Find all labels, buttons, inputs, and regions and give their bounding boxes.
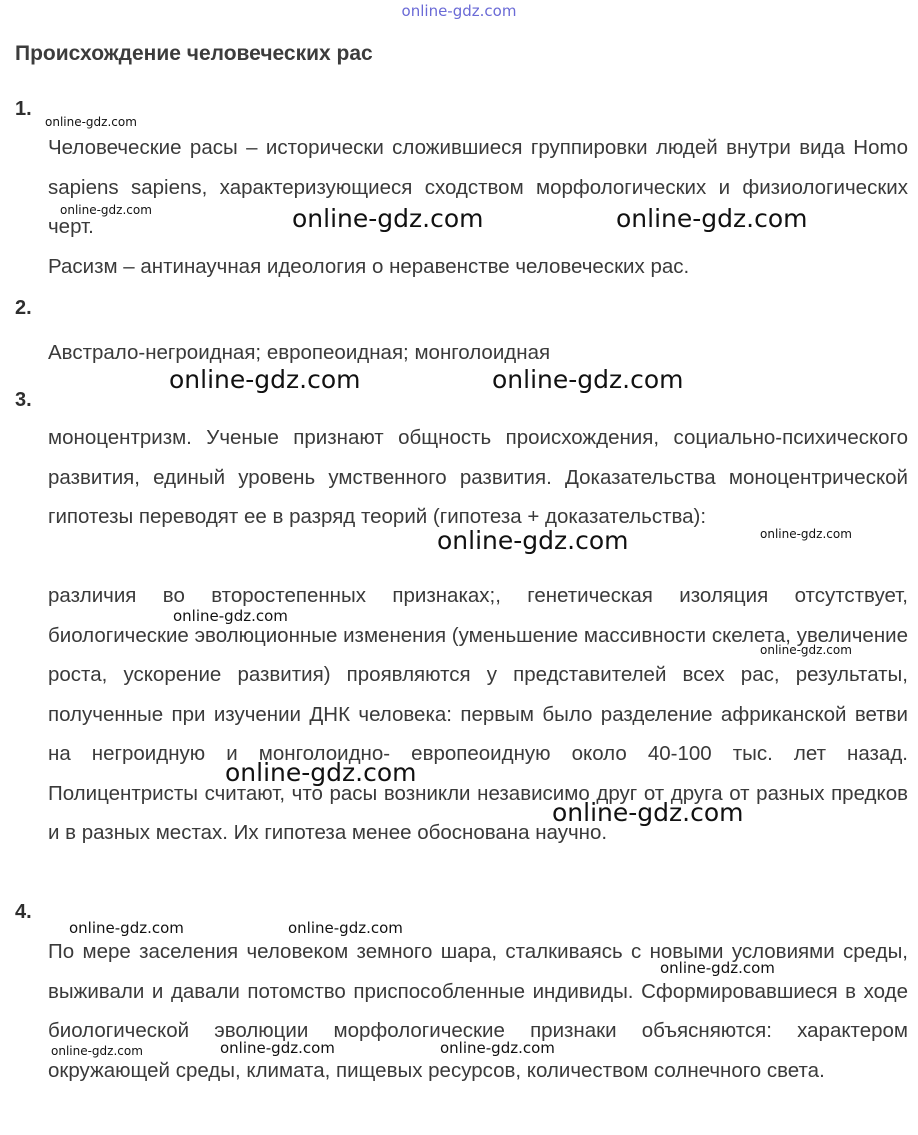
watermark: online-gdz.com bbox=[69, 919, 184, 937]
watermark: online-gdz.com bbox=[60, 203, 152, 217]
section-4-paragraph-1: По мере заселения человеком земного шара, сталкиваясь с новыми условиями среды, выживали и давали потомство приспособленные индивиды. Сформировавшиеся в ходе биологической эволюции морфологические признаки объясняются: характером окружающей среды, климата, пищевых ресурсов, количеством солнечного света. bbox=[48, 940, 908, 1082]
watermark: online-gdz.com bbox=[225, 758, 417, 787]
section-number-4: 4. bbox=[15, 901, 32, 923]
section-1-paragraph-1: Человеческие расы – исторически сложившиеся группировки людей внутри вида Homo sapiens sapiens, характеризующиеся сходством морфологических и физиологических черт. bbox=[48, 136, 908, 238]
section-3-paragraph-1: моноцентризм. Ученые признают общность происхождения, социально-психического развития, единый уровень умственного развития. Доказательства моноцентрической гипотезы переводят ее в разряд теорий (гипотеза + доказательства): bbox=[48, 426, 908, 528]
watermark: online-gdz.com bbox=[616, 204, 808, 233]
watermark: online-gdz.com bbox=[437, 526, 629, 555]
section-number-3: 3. bbox=[15, 389, 32, 411]
watermark: online-gdz.com bbox=[552, 798, 744, 827]
section-number-2: 2. bbox=[15, 297, 32, 319]
watermark: online-gdz.com bbox=[45, 115, 137, 129]
watermark: online-gdz.com bbox=[492, 365, 684, 394]
section-number-1: 1. bbox=[15, 98, 32, 120]
watermark: online-gdz.com bbox=[760, 527, 852, 541]
section-3-paragraph-2: различия во второстепенных признаках;, генетическая изоляция отсутствует, биологические эволюционные изменения (уменьшение массивности скелета, увеличение роста, ускорение развития) проявляются у представителей всех рас, результаты, полученные при изучении ДНК человека: первым было разделение африканской ветви на негроидную и монголоидно- европеоидную около 40-100 тыс. лет назад. Полицентристы считают, что расы возникли независимо друг от друга от разных предков и в разных местах. Их гипотеза менее обоснована научно. bbox=[48, 584, 908, 844]
watermark: online-gdz.com bbox=[288, 919, 403, 937]
page-title: Происхождение человеческих рас bbox=[15, 42, 373, 65]
section-2-paragraph-1: Австрало-негроидная; европеоидная; монголоидная bbox=[48, 341, 551, 364]
watermark: online-gdz.com bbox=[440, 1039, 555, 1057]
watermark: online-gdz.com bbox=[51, 1044, 143, 1058]
watermark: online-gdz.com bbox=[292, 204, 484, 233]
watermark: online-gdz.com bbox=[760, 643, 852, 657]
watermark: online-gdz.com bbox=[220, 1039, 335, 1057]
watermark: online-gdz.com bbox=[173, 607, 288, 625]
watermark: online-gdz.com bbox=[660, 959, 775, 977]
watermark: online-gdz.com bbox=[169, 365, 361, 394]
watermark-top: online-gdz.com bbox=[401, 2, 517, 20]
section-1-paragraph-2: Расизм – антинаучная идеология о неравенстве человеческих рас. bbox=[48, 255, 690, 278]
